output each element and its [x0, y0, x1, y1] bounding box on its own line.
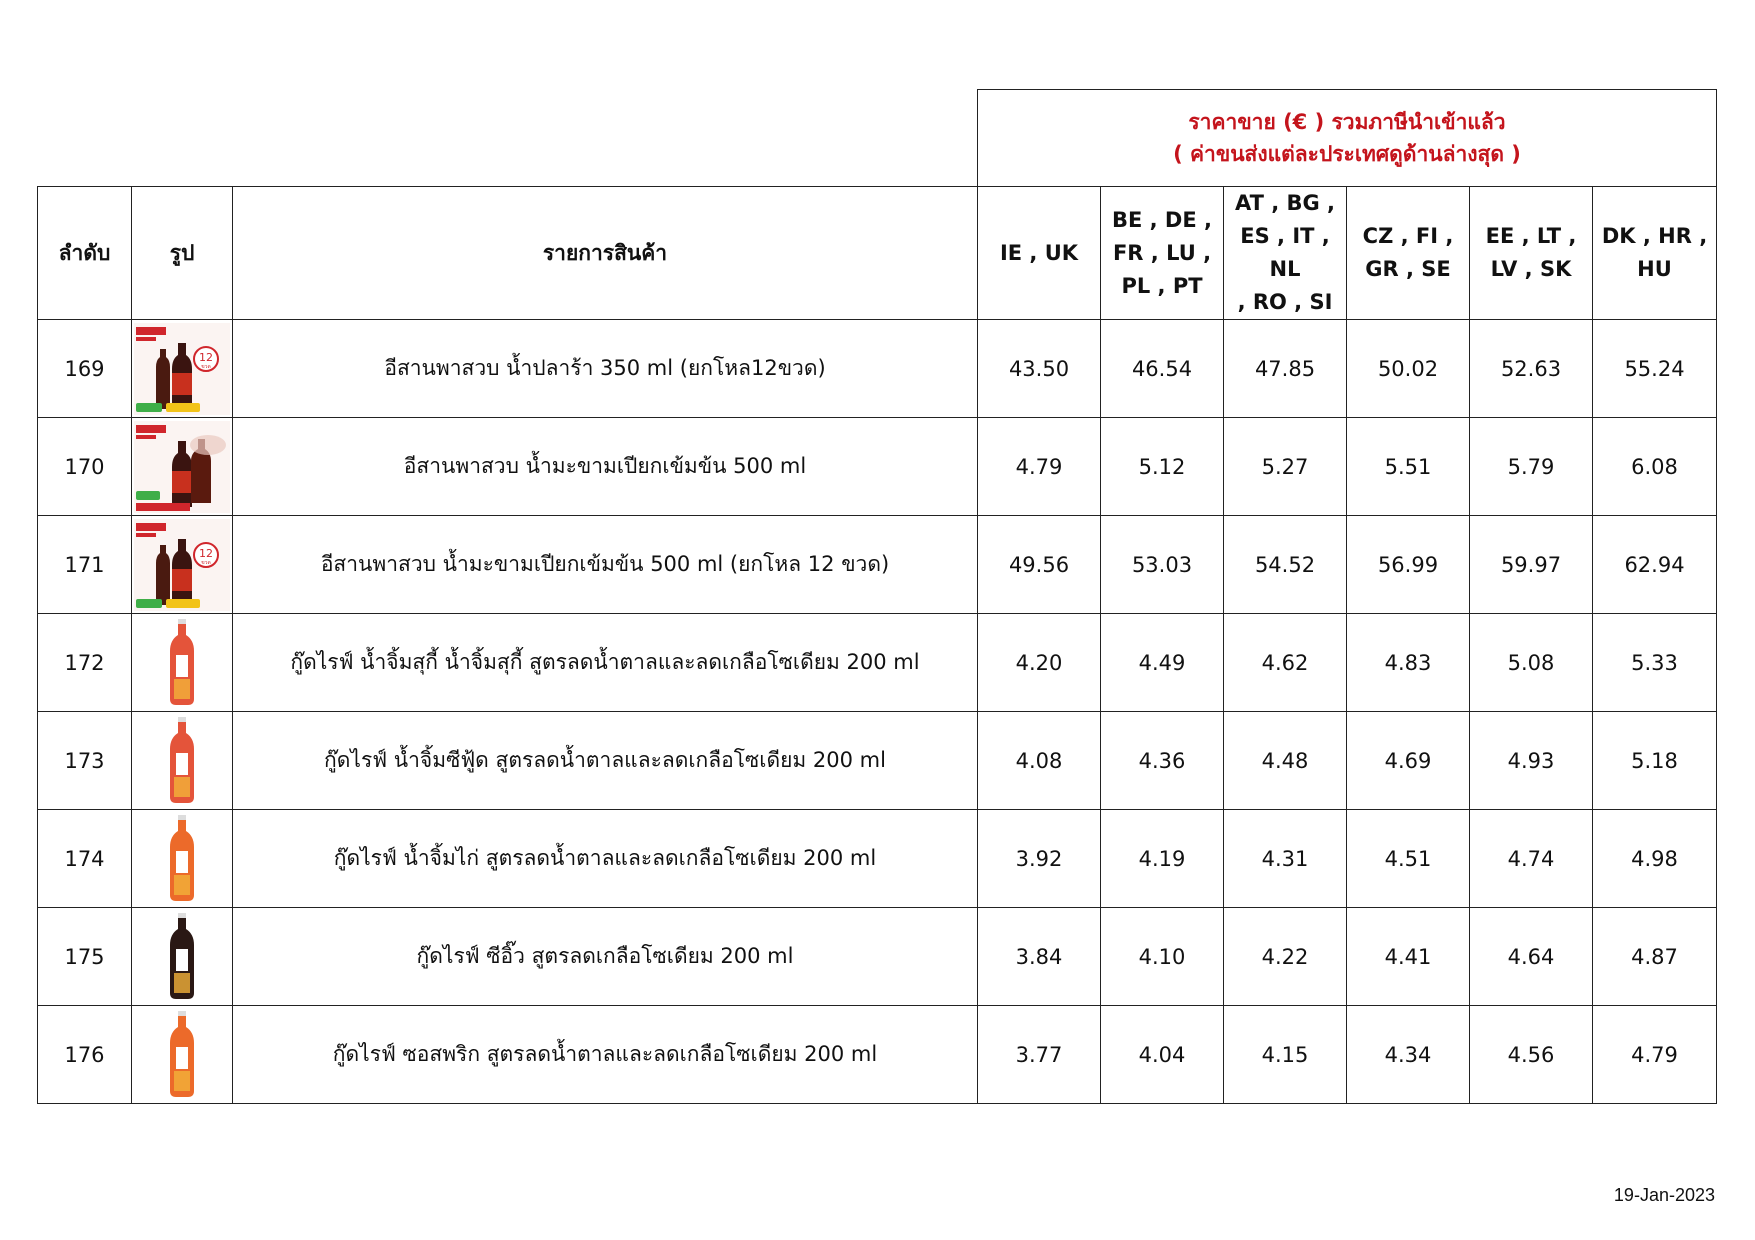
price-cell: 59.97 [1470, 516, 1593, 614]
product-image [132, 516, 233, 614]
svg-text:ขวด: ขวด [201, 559, 211, 566]
price-cell: 4.22 [1224, 908, 1347, 1006]
price-cell: 53.03 [1101, 516, 1224, 614]
region-label-line: DK , HR , [1601, 224, 1708, 248]
price-cell: 4.34 [1347, 1006, 1470, 1104]
product-image [132, 1006, 233, 1104]
product-name: อีสานพาสวบ น้ำมะขามเปียกเข้มข้น 500 ml [233, 418, 978, 516]
svg-text:12: 12 [199, 546, 213, 560]
product-name: อีสานพาสวบ น้ำมะขามเปียกเข้มข้น 500 ml (ยกโหล 12 ขวด) [233, 516, 978, 614]
item-number: 175 [38, 908, 132, 1006]
product-image [132, 712, 233, 810]
table-row [38, 712, 1717, 810]
price-cell: 4.19 [1101, 810, 1224, 908]
region-label-line: AT , BG , [1234, 191, 1336, 215]
price-cell: 46.54 [1101, 320, 1224, 418]
price-cell: 4.74 [1470, 810, 1593, 908]
price-cell: 4.36 [1101, 712, 1224, 810]
price-cell: 62.94 [1593, 516, 1717, 614]
item-number: 172 [38, 614, 132, 712]
product-name: กู๊ดไรฟ์ น้ำจิ้มซีฟู้ด สูตรลดน้ำตาลและลดเกลือโซเดียม 200 ml [233, 712, 978, 810]
product-name: กู๊ดไรฟ์ น้ำจิ้มสุกี้ น้ำจิ้มสุกี้ สูตรลดน้ำตาลและลดเกลือโซเดียม 200 ml [233, 614, 978, 712]
price-cell: 50.02 [1347, 320, 1470, 418]
svg-text:ขวด: ขวด [201, 363, 211, 370]
price-cell: 56.99 [1347, 516, 1470, 614]
price-band-line2: ( ค่าขนส่งแต่ละประเทศดูด้านล่างสุด ) [1173, 142, 1521, 166]
table-row [38, 320, 1717, 418]
region-label-line: GR , SE [1365, 257, 1451, 281]
price-cell: 3.77 [978, 1006, 1101, 1104]
price-cell: 4.93 [1470, 712, 1593, 810]
col-header-region [1593, 187, 1717, 320]
price-cell: 5.27 [1224, 418, 1347, 516]
svg-text:12: 12 [199, 350, 213, 364]
product-image [132, 320, 233, 418]
product-name: กู๊ดไรฟ์ น้ำจิ้มไก่ สูตรลดน้ำตาลและลดเกลือโซเดียม 200 ml [233, 810, 978, 908]
price-cell: 5.79 [1470, 418, 1593, 516]
product-image [132, 810, 233, 908]
price-cell: 4.08 [978, 712, 1101, 810]
price-table [37, 89, 1717, 1104]
region-label-line: CZ , FI , [1362, 224, 1454, 248]
table-row [38, 908, 1717, 1006]
price-cell: 55.24 [1593, 320, 1717, 418]
price-cell: 4.15 [1224, 1006, 1347, 1104]
col-header-region [1470, 187, 1593, 320]
col-header-no: ลำดับ [38, 187, 132, 320]
col-header-pic: รูป [132, 187, 233, 320]
price-cell: 4.69 [1347, 712, 1470, 810]
table-row [38, 418, 1717, 516]
table-row [38, 1006, 1717, 1104]
price-cell: 5.18 [1593, 712, 1717, 810]
product-name: กู๊ดไรฟ์ ซอสพริก สูตรลดน้ำตาลและลดเกลือโซเดียม 200 ml [233, 1006, 978, 1104]
price-cell: 4.79 [1593, 1006, 1717, 1104]
col-header-item: รายการสินค้า [233, 187, 978, 320]
item-number: 176 [38, 1006, 132, 1104]
price-cell: 52.63 [1470, 320, 1593, 418]
col-header-region [1347, 187, 1470, 320]
price-cell: 4.48 [1224, 712, 1347, 810]
price-cell: 4.83 [1347, 614, 1470, 712]
item-number: 173 [38, 712, 132, 810]
price-cell: 4.31 [1224, 810, 1347, 908]
col-header-region [1101, 187, 1224, 320]
price-cell: 6.08 [1593, 418, 1717, 516]
price-cell: 4.62 [1224, 614, 1347, 712]
price-cell: 4.79 [978, 418, 1101, 516]
price-cell: 4.56 [1470, 1006, 1593, 1104]
item-number: 171 [38, 516, 132, 614]
item-number: 174 [38, 810, 132, 908]
price-cell: 43.50 [978, 320, 1101, 418]
product-name: อีสานพาสวบ น้ำปลาร้า 350 ml (ยกโหล12ขวด) [233, 320, 978, 418]
date-label: 19-Jan-2023 [1613, 1185, 1715, 1205]
price-cell: 4.98 [1593, 810, 1717, 908]
price-cell: 4.49 [1101, 614, 1224, 712]
product-image [132, 418, 233, 516]
price-band-line1: ราคาขาย (€ ) รวมภาษีนำเข้าแล้ว [1188, 110, 1506, 134]
item-number: 170 [38, 418, 132, 516]
region-label-line: , RO , SI [1237, 290, 1333, 314]
col-header-region [978, 187, 1101, 320]
table-row [38, 516, 1717, 614]
table-row [38, 810, 1717, 908]
price-cell: 3.84 [978, 908, 1101, 1006]
price-cell: 47.85 [1224, 320, 1347, 418]
region-label-line: LV , SK [1490, 257, 1572, 281]
price-cell: 5.08 [1470, 614, 1593, 712]
price-cell: 4.51 [1347, 810, 1470, 908]
price-cell: 3.92 [978, 810, 1101, 908]
region-label-line: EE , LT , [1485, 224, 1577, 248]
price-cell: 49.56 [978, 516, 1101, 614]
region-label-line: HU [1637, 257, 1672, 281]
price-cell: 54.52 [1224, 516, 1347, 614]
item-number: 169 [38, 320, 132, 418]
product-image [132, 908, 233, 1006]
price-cell: 5.51 [1347, 418, 1470, 516]
region-label-line: FR , LU , [1112, 240, 1212, 265]
product-name: กู๊ดไรฟ์ ซีอิ๊ว สูตรลดเกลือโซเดียม 200 ml [233, 908, 978, 1006]
price-cell: 4.04 [1101, 1006, 1224, 1104]
product-image [132, 614, 233, 712]
region-label-line: ES , IT , NL [1240, 224, 1330, 281]
price-cell: 4.10 [1101, 908, 1224, 1006]
price-cell: 4.87 [1593, 908, 1717, 1006]
price-cell: 4.20 [978, 614, 1101, 712]
price-cell: 4.64 [1470, 908, 1593, 1006]
region-label-line: BE , DE , [1111, 207, 1213, 232]
col-header-region [1224, 187, 1347, 320]
table-row [38, 614, 1717, 712]
price-band-header [978, 90, 1717, 187]
region-label-line: PL , PT [1121, 273, 1203, 298]
price-cell: 5.33 [1593, 614, 1717, 712]
price-cell: 4.41 [1347, 908, 1470, 1006]
region-label-line: IE , UK [999, 240, 1079, 265]
price-cell: 5.12 [1101, 418, 1224, 516]
